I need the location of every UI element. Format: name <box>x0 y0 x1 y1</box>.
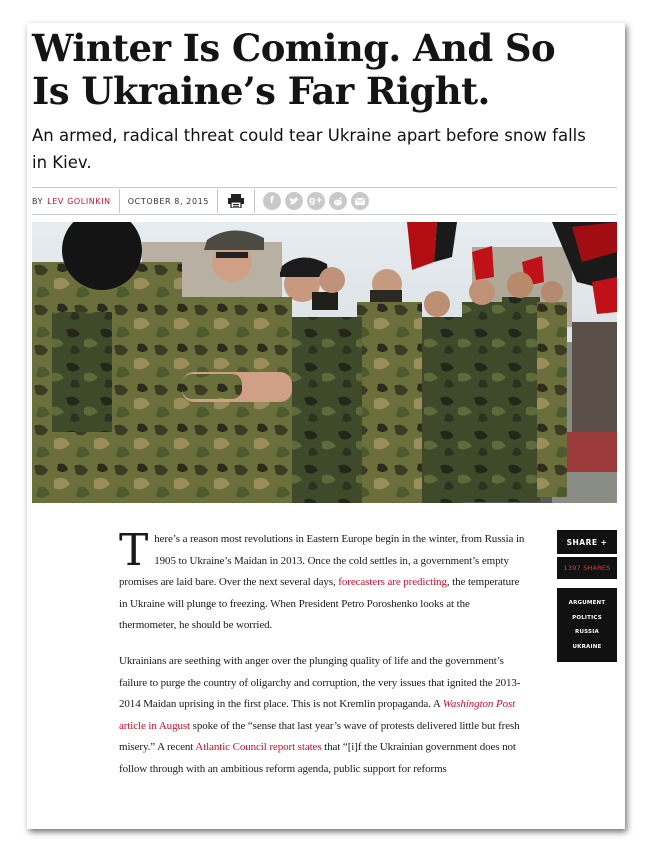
publish-date: OCTOBER 8, 2015 <box>127 196 210 206</box>
byline-bar <box>32 187 617 215</box>
share-count: 1397 SHARES <box>557 557 617 579</box>
inline-link[interactable]: Atlantic Council report states <box>195 741 322 754</box>
page-title: Winter Is Coming. And So Is Ukraine’s Far Right. <box>32 26 556 113</box>
hero-photo <box>32 222 617 503</box>
drop-cap: T <box>119 525 149 576</box>
reddit-icon[interactable] <box>329 192 347 210</box>
print-icon <box>228 194 244 208</box>
page <box>27 23 625 829</box>
byline-prefix: BY <box>32 196 44 206</box>
text: that “[i]f the Ukrainian government does not follow through with an ambitious reform agenda, public support for reforms <box>119 741 516 775</box>
text: Ukrainians are seething with anger over the plunging quality of life and the government’s failure to purge the country of oligarchy and corruption, the very issues that ignited the 2013-2014 Maidan uprising in the first place. This is not Kremlin propaganda. A <box>119 654 521 711</box>
tag-link[interactable]: ARGUMENT <box>568 600 606 606</box>
google-plus-icon[interactable]: g+ <box>307 192 325 210</box>
tag-list <box>557 588 617 662</box>
tag-link[interactable]: POLITICS <box>572 614 602 621</box>
article-body <box>119 525 527 795</box>
paragraph <box>119 651 527 781</box>
author-link[interactable]: LEV GOLINKIN <box>47 196 111 206</box>
tag-link[interactable]: UKRAINE <box>572 643 602 650</box>
twitter-icon[interactable] <box>285 192 303 210</box>
share-button[interactable]: SHARE + <box>557 530 617 554</box>
inline-link[interactable]: article in August <box>119 719 191 732</box>
paragraph <box>119 525 527 637</box>
inline-link[interactable]: Washington Post <box>442 698 516 711</box>
inline-link[interactable]: forecasters are predicting <box>338 576 447 589</box>
social-share-bar <box>255 192 369 210</box>
print-button[interactable] <box>218 189 254 213</box>
facebook-icon[interactable]: f <box>263 192 281 210</box>
tag-link[interactable]: RUSSIA <box>575 629 599 635</box>
text: spoke of the “sense that last year’s wave of protests delivered little but fresh misery.” A recent <box>119 719 520 754</box>
share-sidebar <box>557 530 617 662</box>
subheadline: An armed, radical threat could tear Ukraine apart before snow falls in Kiev. <box>32 126 586 172</box>
text: , the temperature in Ukraine will plunge to freezing. When President Petro Poroshenko looks at the thermometer, he should be worried. <box>119 576 520 632</box>
text: here’s a reason most revolutions in Eastern Europe begin in the winter, from Russia in 1905 to Ukraine’s Maidan in 2013. Once the cold settles in, a government’s empty promises are laid bare. Over the next several days, <box>119 533 525 589</box>
email-icon[interactable] <box>351 192 369 210</box>
